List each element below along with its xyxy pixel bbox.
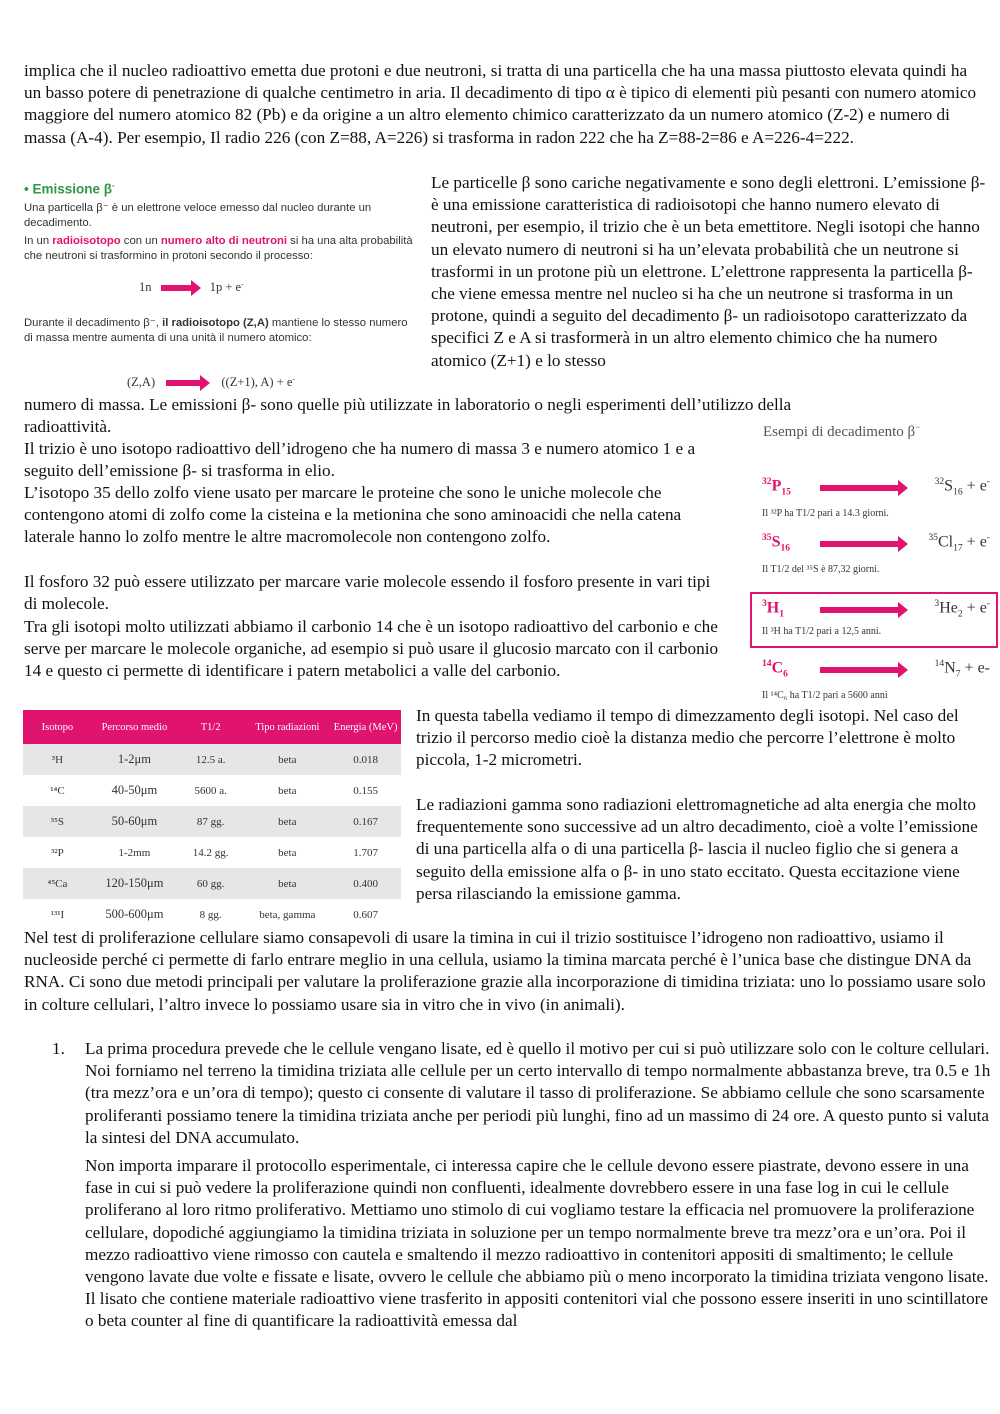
arrow-icon: [820, 607, 900, 613]
arrow-icon: [820, 541, 900, 547]
table-row: ³⁵S 50-60μm 87 gg. beta 0.167: [23, 806, 401, 837]
arrow-icon: [161, 285, 193, 291]
beta-figure-line1: Una particella β⁻ è un elettrone veloce emesso dal nucleo durante un decadimento.: [24, 201, 372, 229]
table-row: ³²P 1-2mm 14.2 gg. beta 1.707: [51, 846, 378, 859]
table-row: ¹⁴C 40-50μm 5600 a. beta 0.155: [50, 783, 378, 797]
example-note-s35: Il T1/2 del ³⁵S è 87,32 giorni.: [762, 564, 880, 575]
beta-emission-figure: [24, 178, 418, 388]
example-row-h3: $^3H_1$ $^3He_2 + e^-$: [762, 598, 990, 620]
beta-figure-line3: Durante il decadimento β⁻, il radioisotopo (Z,A) mantiene lo stesso numero di massa mentre aumenta di una unità il numero atomico:: [24, 317, 408, 344]
list-item: [85, 1038, 992, 1333]
arrow-icon: [166, 380, 202, 386]
beta-figure-heading: • Emissione β-: [24, 181, 115, 197]
table-header-cell: Isotopo: [23, 710, 92, 744]
arrow-icon: [820, 667, 900, 673]
beta-decay-examples-figure: [748, 418, 998, 718]
list-item-continuation: Non importa imparare il protocollo esperimentale, ci interessa capire che le cellule devono essere piastrate, devono essere in una fase in cui si può vedere la proliferazione quindi non confluenti, idealmente dovrebbero essere in una fase log in cui le cellule proliferano al loro ritmo proliferativo. Mettiamo uno stimolo di cui vogliamo testare la efficacia nel promuovere la proliferazione cellulare, dopodiché aggiungiamo la timidina triziata in soluzione per un tempo normalmente breve tra mezz’ora e un’ora. Poi il mezzo radioattivo viene rimosso con cautela e smaltendo il mezzo radioattivo in contenitori appositi di smaltimento; le cellule vengono lavate due volte e fissate e lisate, ovvero le cellule che abbiamo più o meno incorporato la timidina triziata vengono lisate. Il lisato che contiene materiale radioattivo viene trasferito in appositi contenitori vial che possono essere inseriti in uno scintillatore o beta counter al fine di quantificare la radioattività emessa dal: [85, 1156, 989, 1331]
paragraph-carbon: Tra gli isotopi molto utilizzati abbiamo il carbonio 14 che è un isotopo radioattivo del carbonio e che serve per marcare le molecole organiche, ad esempio si può usare il glucosio marcato con il carbonio 14 e questo ci permette di identificare i patern metabolici a valle del carbonio.: [24, 617, 719, 681]
table-header-row: [23, 710, 401, 744]
paragraph-gamma: Le radiazioni gamma sono radiazioni elettromagnetiche ad alta energia che molto frequentemente sono successive ad un altro decadimento, cioè a volte l’emissione di una particella alfa o di una particella β- lascia il nucleo figlio che si genera a seguito della emissione alfa o β- in uno stato eccitato. Questa eccitazione viene persa rilasciando la emissione gamma.: [416, 795, 978, 903]
table-header-cell: Energia (MeV): [330, 710, 401, 744]
table-header-cell: Tipo radiazioni: [244, 710, 330, 744]
paragraph-beta-lab-use: numero di massa. Le emissioni β- sono quelle più utilizzate in laboratorio o negli esperimenti dell’utilizzo della: [24, 395, 792, 414]
beta-decay-equation: (Z,A) ((Z+1), A) + e-: [127, 374, 295, 390]
isotope-table: [23, 710, 401, 930]
example-row-c14: $^{14}C_6$ $^{14}N_7 + e-$: [762, 658, 990, 680]
table-row: ⁴⁵Ca 120-150μm 60 gg. beta 0.400: [23, 868, 401, 899]
table-row: ¹³¹I 500-600μm 8 gg. beta, gamma 0.607: [50, 907, 378, 921]
table-header-cell: T1/2: [177, 710, 245, 744]
example-row-p32: $^{32}P_{15}$ $^{32}S_{16} + e^-$: [762, 476, 990, 498]
paragraph-table-description: In questa tabella vediamo il tempo di dimezzamento degli isotopi. Nel caso del trizio il percorso medio cioè la distanza medio che percorre l’elettrone è molto piccola, 1-2 micrometri.: [416, 706, 959, 770]
paragraph-beta-particles: Le particelle β sono cariche negativamente e sono degli elettroni. L’emissione β- è una emissione caratteristica di radioisotopi che hanno numero elevato di neutroni, per esempio, il trizio che è un beta emettitore. Negli isotopi che hanno un elevato numero di neutroni si ha un’elevata probabilità che un neutrone si trasformi in un protone più un elettrone. L’elettrone rappresenta la particella β- che viene emessa mentre nel nucleo si ha che un neutrone si trasforma in un protone, quindi a seguito del decadimento β- un radioisotopo caratterizzato da specifici Z e A si trasformerà in un altro elemento chimico che ha numero atomico (Z+1) e lo stesso: [431, 173, 986, 370]
arrow-icon: [820, 485, 900, 491]
beta-figure-line2: In un radioisotopo con un numero alto di neutroni si ha una alta probabilità che neutroni si trasformino in protoni secondo il processo:: [24, 234, 413, 262]
paragraph-proliferation-test: Nel test di proliferazione cellulare siamo consapevoli di usare la timina in cui il trizio sostituisce l’idrogeno non radioattivo, usiamo il nucleoside perché ci permette di farlo entrare meglio in una cellula, usiamo la timina marcata perché è l’unica base che distingue DNA da RNA. Ci sono due metodi principali per valutare la proliferazione grazie alla incorporazione di timidina triziata: uno lo possiamo usare solo in colture cellulari, l’altro invece lo possiamo usare sia in vitro che in vivo (in animali).: [24, 928, 986, 1014]
example-row-s35: $^{35}S_{16}$ $^{35}Cl_{17} + e^-$: [762, 532, 990, 554]
list-number: 1.: [52, 1039, 65, 1058]
neutron-decay-equation: 1n 1p + e-: [139, 279, 244, 295]
paragraph-tritium: Il trizio è uno isotopo radioattivo dell’idrogeno che ha numero di massa 3 e numero atomico 1 e a seguito dell’emissione β- si trasforma in elio.: [24, 439, 696, 481]
paragraph-radioactivity: radioattività.: [24, 417, 112, 436]
example-note-h3: Il ³H ha T1/2 pari a 12,5 anni.: [762, 626, 882, 637]
paragraph-sulfur: L’isotopo 35 dello zolfo viene usato per marcare le proteine che sono le uniche molecole che contengono atomi di zolfo come la cisteina e la metionina che sono aminoacidi che nella catena laterale hanno lo zolfo mentre le altre macromolecole non contengono zolfo.: [24, 483, 682, 547]
paragraph-alpha-decay: implica che il nucleo radioattivo emetta due protoni e due neutroni, si tratta di una particella che ha una massa piuttosto elevata quindi ha un basso potere di penetrazione di qualche centimetro in aria. Il decadimento di tipo α è tipico di elementi più pesanti con numero atomico maggiore del numero atomico 82 (Pb) e da origine a un altro elemento chimico caratterizzato da un numero atomico (Z-2) e numero di massa (A-4). Per esempio, Il radio 226 (con Z=88, A=226) si trasforma in radon 222 che ha Z=88-2=86 e A=226-4=222.: [24, 61, 977, 147]
table-header-cell: Percorso medio: [92, 710, 177, 744]
examples-title: Esempi di decadimento β−: [763, 422, 921, 440]
list-item-text: La prima procedura prevede che le cellule vengano lisate, ed è quello il motivo per cui si può utilizzare solo con le colture cellulari. Noi forniamo nel terreno la timidina triziata alle cellule per un certo intervallo di tempo normalmente abbastanza breve, tra 0.5 e 1h (tra mezz’ora e un’ora di tempo); questo ci consente di valutare il tasso di proliferazione. Se abbiamo cellule che sono scarsamente proliferanti possiamo tenere la timidina triziata anche per periodi più lunghi, fino ad un massimo di 24 ore. A questo punto si valuta la sintesi del DNA accumulato.: [85, 1039, 991, 1147]
table-row: ³H 1-2μm 12.5 a. beta 0.018: [23, 744, 401, 775]
example-note-p32: Il ³²P ha T1/2 pari a 14.3 giorni.: [762, 508, 889, 519]
example-note-c14: Il ¹⁴C₆ ha T1/2 pari a 5600 anni: [762, 690, 888, 701]
numbered-list: [52, 1038, 992, 1333]
paragraph-phosphorus: Il fosforo 32 può essere utilizzato per marcare varie molecole essendo il fosforo presente in vari tipi di molecole.: [24, 572, 711, 614]
